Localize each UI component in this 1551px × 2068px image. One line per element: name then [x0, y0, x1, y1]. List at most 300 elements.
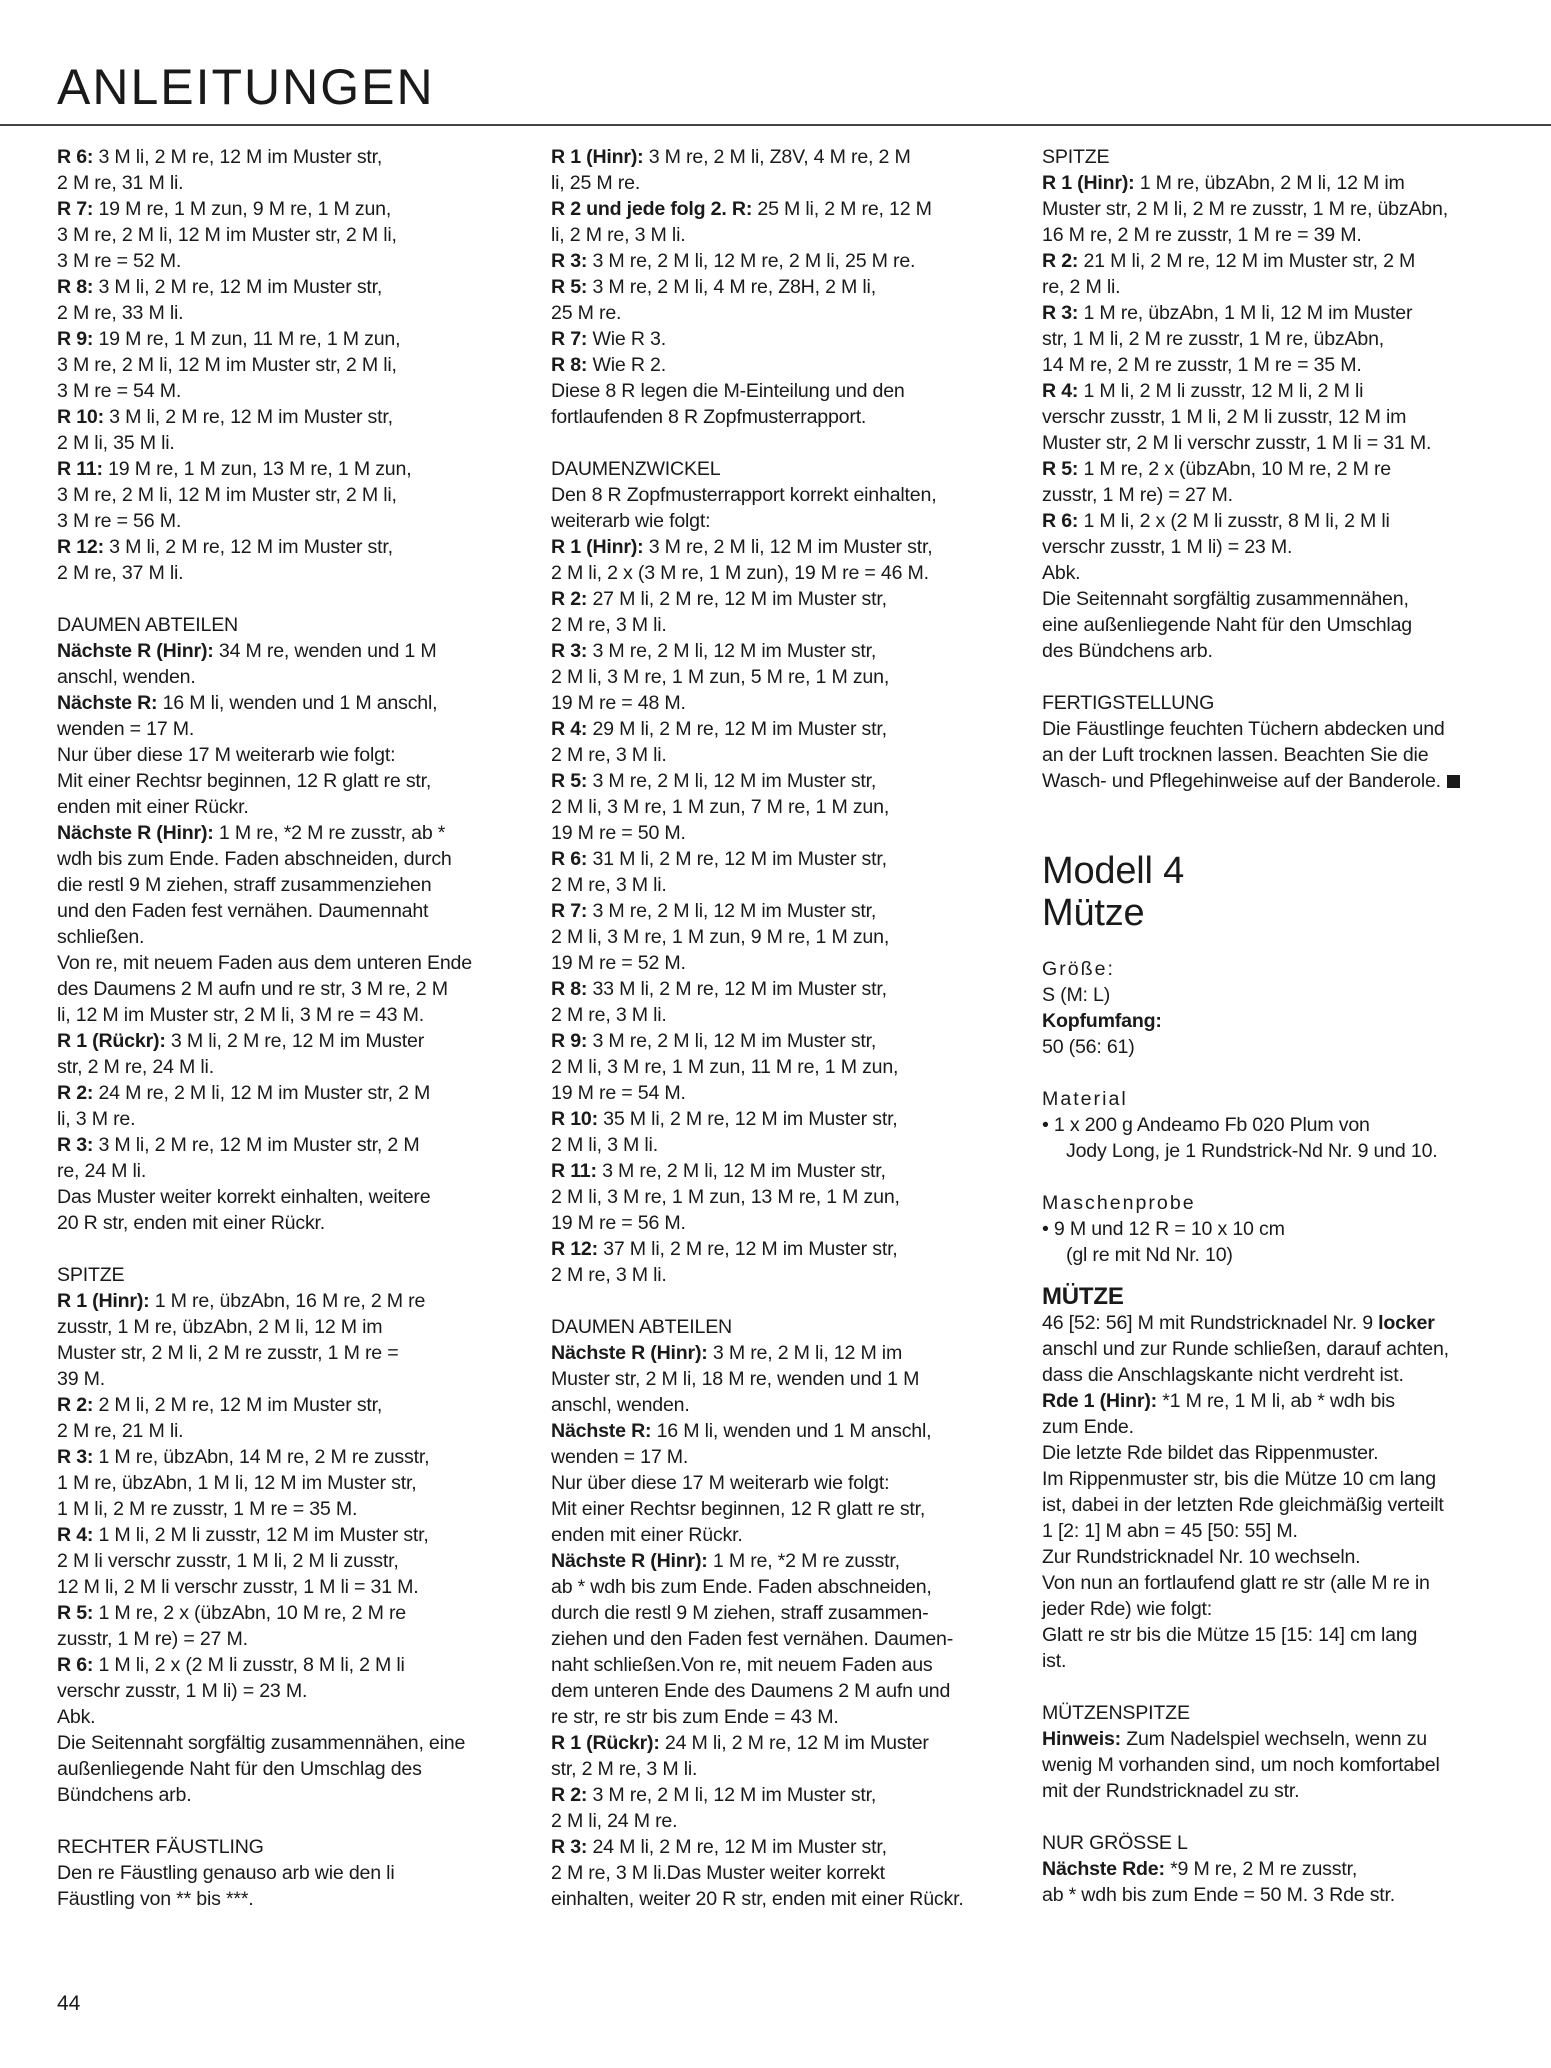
instruction-line	[57, 248, 502, 274]
row-text: verschr zusstr, 1 M li) = 23 M.	[1042, 536, 1293, 558]
instruction-line	[551, 1054, 1006, 1080]
instruction-line	[57, 1522, 502, 1548]
instruction-line	[1042, 534, 1502, 560]
instruction-line	[57, 508, 502, 534]
instruction-row	[1042, 378, 1502, 456]
row-text: 2 M li, 3 M re, 1 M zun, 9 M re, 1 M zun,	[551, 926, 890, 948]
instruction-row	[1042, 1440, 1502, 1674]
instruction-line	[551, 1704, 1006, 1730]
instruction-line	[57, 872, 502, 898]
row-text: str, 1 M li, 2 M re zusstr, 1 M re, übzAbn,	[1042, 328, 1385, 350]
instruction-line	[551, 1366, 1006, 1392]
instruction-line	[1042, 508, 1502, 534]
instruction-line	[551, 274, 1006, 300]
row-text: li, 2 M re, 3 M li.	[551, 224, 686, 246]
row-text: Muster str, 2 M li, 2 M re zusstr, 1 M re =	[57, 1342, 399, 1364]
instruction-line	[1042, 170, 1502, 196]
instruction-line	[1042, 1596, 1502, 1622]
instruction-block	[551, 482, 1006, 1288]
row-text: *9 M re, 2 M re zusstr,	[1164, 1858, 1358, 1880]
instruction-line	[551, 586, 1006, 612]
row-text: 1 M re, *2 M re zusstr,	[707, 1550, 900, 1572]
instruction-line	[551, 144, 1006, 170]
instruction-row	[551, 768, 1006, 846]
instruction-line	[551, 1496, 1006, 1522]
instruction-line	[1042, 1856, 1502, 1882]
row-text: 3 M re, 2 M li, Z8V, 4 M re, 2 M	[643, 146, 911, 168]
instruction-line	[57, 1288, 502, 1314]
instruction-line	[551, 872, 1006, 898]
row-label: R 2:	[57, 1082, 94, 1104]
row-text: jeder Rde) wie folgt:	[1042, 1598, 1213, 1620]
instruction-line	[1042, 352, 1502, 378]
row-text: Den 8 R Zopfmusterrapport korrekt einhalten,	[551, 484, 937, 506]
instruction-line	[1042, 1622, 1502, 1648]
instruction-line	[1042, 586, 1502, 612]
section-heading: DAUMEN ABTEILEN	[57, 614, 239, 636]
gauge-label: Maschenprobe	[1042, 1192, 1196, 1214]
row-text: dem unteren Ende des Daumens 2 M aufn und	[551, 1680, 951, 1702]
row-text: 2 M li, 3 M re, 1 M zun, 13 M re, 1 M zun,	[551, 1186, 900, 1208]
instruction-line	[1042, 248, 1502, 274]
row-text: 1 M re, übzAbn, 16 M re, 2 M re	[149, 1290, 426, 1312]
row-text: 2 M li, 3 M re, 1 M zun, 11 M re, 1 M zun,	[551, 1056, 899, 1078]
row-label: Nächste R (Hinr):	[57, 640, 214, 662]
row-text: die restl 9 M ziehen, straff zusammenziehen	[57, 874, 432, 896]
instruction-row	[551, 144, 1006, 196]
instruction-row	[551, 534, 1006, 586]
row-text: Von re, mit neuem Faden aus dem unteren Ende	[57, 952, 472, 974]
instruction-row	[551, 1470, 1006, 1548]
instruction-line	[57, 924, 502, 950]
text-line: Den re Fäustling genauso arb wie den li	[57, 1862, 395, 1884]
instruction-line	[551, 170, 1006, 196]
material-item-cont: Jody Long, je 1 Rundstrick-Nd Nr. 9 und 10.	[1066, 1140, 1438, 1162]
instruction-line	[551, 1028, 1006, 1054]
instruction-line	[57, 482, 502, 508]
row-label: R 1 (Rückr):	[57, 1030, 166, 1052]
instruction-row	[551, 846, 1006, 898]
instruction-line	[551, 768, 1006, 794]
instruction-line	[551, 560, 1006, 586]
row-text: 2 M li, 24 M re.	[551, 1810, 678, 1832]
row-text: 19 M re = 54 M.	[551, 1082, 686, 1104]
instruction-line	[57, 1028, 502, 1054]
row-text: 3 M li, 2 M re, 12 M im Muster str, 2 M	[93, 1134, 420, 1156]
instruction-row	[551, 638, 1006, 716]
size-value: S (M: L)	[1042, 984, 1111, 1006]
instruction-line	[57, 1106, 502, 1132]
instruction-line	[1042, 222, 1502, 248]
row-label: R 11:	[57, 458, 103, 480]
instruction-line	[551, 222, 1006, 248]
instruction-line	[551, 352, 1006, 378]
page-number: 44	[57, 1992, 81, 2015]
instruction-line	[551, 1652, 1006, 1678]
row-text: 2 M li, 3 M li.	[551, 1134, 658, 1156]
instruction-line	[551, 1236, 1006, 1262]
row-text: verschr zusstr, 1 M li) = 23 M.	[57, 1680, 308, 1702]
row-label: Nächste R (Hinr):	[551, 1550, 708, 1572]
row-text: 3 M re, 2 M li, 12 M im Muster str,	[587, 1030, 877, 1052]
instruction-row	[57, 690, 502, 742]
row-text: li, 12 M im Muster str, 2 M li, 3 M re = 43 M.	[57, 1004, 424, 1026]
instruction-row	[551, 378, 1006, 430]
row-text: 1 M re, übzAbn, 14 M re, 2 M re zusstr,	[93, 1446, 430, 1468]
row-text: Muster str, 2 M li, 18 M re, wenden und 1 M	[551, 1368, 920, 1390]
instruction-line	[1042, 1466, 1502, 1492]
model-number: Modell 4	[1042, 850, 1185, 892]
instruction-line	[1042, 378, 1502, 404]
row-label: R 3:	[551, 640, 588, 662]
material-label: Material	[1042, 1088, 1128, 1110]
instruction-line	[1042, 326, 1502, 352]
row-text: schließen.	[57, 926, 145, 948]
row-text: 3 M re = 52 M.	[57, 250, 182, 272]
instruction-row	[57, 1392, 502, 1444]
row-label: R 1 (Hinr):	[551, 536, 644, 558]
size-label: Größe:	[1042, 958, 1115, 980]
row-text: eine außenliegende Naht für den Umschlag	[1042, 614, 1412, 636]
row-text: 2 M li, 2 M re, 12 M im Muster str,	[93, 1394, 383, 1416]
row-text: 12 M li, 2 M li verschr zusstr, 1 M li = 31 M.	[57, 1576, 419, 1598]
instruction-block	[551, 144, 1006, 430]
row-text: ziehen und den Faden fest vernähen. Daumen-	[551, 1628, 954, 1650]
row-text: 46 [52: 56] M mit Rundstricknadel Nr. 9	[1042, 1312, 1379, 1334]
row-text: 29 M li, 2 M re, 12 M im Muster str,	[587, 718, 887, 740]
row-text: naht schließen.Von re, mit neuem Faden aus	[551, 1654, 933, 1676]
instruction-line	[57, 1340, 502, 1366]
row-text: 2 M li verschr zusstr, 1 M li, 2 M li zusstr,	[57, 1550, 399, 1572]
row-label: R 1 (Hinr):	[57, 1290, 150, 1312]
section-heading: DAUMENZWICKEL	[551, 458, 721, 480]
column-3	[1042, 144, 1502, 1908]
row-text: Glatt re str bis die Mütze 15 [15: 14] cm lang	[1042, 1624, 1418, 1646]
row-text: 2 M re, 3 M li.	[551, 874, 667, 896]
instruction-line	[57, 1132, 502, 1158]
row-text: 1 M re, 2 x (übzAbn, 10 M re, 2 M re	[1078, 458, 1391, 480]
instruction-line	[551, 1678, 1006, 1704]
row-label: R 2:	[57, 1394, 94, 1416]
row-text: zusstr, 1 M re) = 27 M.	[57, 1628, 248, 1650]
row-text: str, 2 M re, 3 M li.	[551, 1758, 698, 1780]
row-text: 2 M li, 3 M re, 1 M zun, 7 M re, 1 M zun,	[551, 796, 890, 818]
row-text: 2 M li, 3 M re, 1 M zun, 5 M re, 1 M zun,	[551, 666, 890, 688]
row-text: enden mit einer Rückr.	[551, 1524, 743, 1546]
size-block	[1042, 956, 1502, 1060]
instruction-line	[57, 898, 502, 924]
instruction-line	[57, 196, 502, 222]
row-text: li, 25 M re.	[551, 172, 641, 194]
row-text: 24 M re, 2 M li, 12 M im Muster str, 2 M	[93, 1082, 431, 1104]
instruction-row	[57, 1522, 502, 1600]
row-label: R 2 und jede folg 2. R:	[551, 198, 753, 220]
row-text: 3 M re, 2 M li, 12 M im Muster str,	[596, 1160, 886, 1182]
instruction-line	[1042, 274, 1502, 300]
instruction-row	[1042, 1310, 1502, 1388]
row-text: ist.	[1042, 1650, 1067, 1672]
instruction-line	[1042, 456, 1502, 482]
instruction-line	[57, 690, 502, 716]
row-text: wenig M vorhanden sind, um noch komfortabel	[1042, 1754, 1440, 1776]
instruction-line	[57, 1626, 502, 1652]
row-emphasis: locker	[1378, 1312, 1435, 1334]
row-text: 1 M li, 2 M li zusstr, 12 M im Muster str,	[93, 1524, 429, 1546]
instruction-row	[551, 482, 1006, 534]
row-label: Nächste R:	[57, 692, 158, 714]
row-label: R 9:	[57, 328, 94, 350]
instruction-line	[1042, 1882, 1502, 1908]
row-text: 3 M li, 2 M re, 12 M im Muster str,	[103, 406, 393, 428]
row-text: Muster str, 2 M li, 2 M re zusstr, 1 M re, übzAbn,	[1042, 198, 1448, 220]
row-text: 3 M re, 2 M li, 12 M im Muster str, 2 M li,	[57, 224, 397, 246]
instruction-row	[551, 1418, 1006, 1470]
instruction-line	[1042, 300, 1502, 326]
row-label: R 5:	[551, 276, 588, 298]
instruction-line	[57, 1652, 502, 1678]
row-text: 3 M re, 2 M li, 12 M im Muster str,	[587, 770, 877, 792]
row-text: 25 M re.	[551, 302, 622, 324]
row-text: des Daumens 2 M aufn und re str, 3 M re, 2 M	[57, 978, 448, 1000]
instruction-line	[57, 1444, 502, 1470]
instruction-line	[551, 378, 1006, 404]
row-label: R 3:	[57, 1134, 94, 1156]
instruction-row	[57, 534, 502, 586]
row-text: 1 M re, übzAbn, 1 M li, 12 M im Muster	[1078, 302, 1413, 324]
row-text: des Bündchens arb.	[1042, 640, 1213, 662]
instruction-row	[1042, 1856, 1502, 1908]
row-text: 16 M li, wenden und 1 M anschl,	[651, 1420, 932, 1442]
instruction-row	[551, 326, 1006, 352]
instruction-line	[57, 768, 502, 794]
gauge-item: • 9 M und 12 R = 10 x 10 cm	[1042, 1218, 1285, 1240]
instruction-line	[551, 326, 1006, 352]
row-text: 3 M re = 56 M.	[57, 510, 182, 532]
instruction-row	[551, 196, 1006, 248]
instruction-line	[551, 482, 1006, 508]
row-label: R 9:	[551, 1030, 588, 1052]
row-label: Nächste R:	[551, 1420, 652, 1442]
instruction-row	[57, 638, 502, 690]
header-divider	[0, 124, 1551, 126]
row-text: 3 M re = 54 M.	[57, 380, 182, 402]
row-label: Hinweis:	[1042, 1728, 1121, 1750]
instruction-line	[1042, 560, 1502, 586]
instruction-line	[57, 1184, 502, 1210]
row-text: 16 M re, 2 M re zusstr, 1 M re = 39 M.	[1042, 224, 1362, 246]
instruction-line	[551, 1184, 1006, 1210]
row-text: 24 M li, 2 M re, 12 M im Muster	[659, 1732, 929, 1754]
instruction-line	[1042, 1726, 1502, 1752]
instruction-line	[551, 1574, 1006, 1600]
row-text: 19 M re = 50 M.	[551, 822, 686, 844]
row-label: R 8:	[551, 978, 588, 1000]
instruction-line	[57, 560, 502, 586]
instruction-line	[1042, 1310, 1502, 1336]
row-text: 21 M li, 2 M re, 12 M im Muster str, 2 M	[1078, 250, 1416, 272]
instruction-line	[57, 1730, 502, 1756]
row-label: Nächste R (Hinr):	[57, 822, 214, 844]
row-text: 2 M re, 31 M li.	[57, 172, 184, 194]
instruction-line	[551, 1470, 1006, 1496]
instruction-line	[57, 742, 502, 768]
row-text: Die Seitennaht sorgfältig zusammennähen, eine	[57, 1732, 466, 1754]
instruction-line	[551, 1548, 1006, 1574]
instruction-line	[57, 1600, 502, 1626]
instruction-line	[551, 1626, 1006, 1652]
instruction-line	[57, 1756, 502, 1782]
row-text: 34 M re, wenden und 1 M	[213, 640, 437, 662]
instruction-line	[551, 1210, 1006, 1236]
instruction-line	[57, 1548, 502, 1574]
gauge-item-cont: (gl re mit Nd Nr. 10)	[1066, 1244, 1233, 1266]
row-text: Die Seitennaht sorgfältig zusammennähen,	[1042, 588, 1409, 610]
instruction-line	[57, 976, 502, 1002]
instruction-line	[551, 1158, 1006, 1184]
row-text: Mit einer Rechtsr beginnen, 12 R glatt re str,	[57, 770, 432, 792]
row-text: Im Rippenmuster str, bis die Mütze 10 cm lang	[1042, 1468, 1436, 1490]
section-heading-muetze: MÜTZE	[1042, 1283, 1124, 1310]
instruction-line	[551, 664, 1006, 690]
row-label: R 5:	[551, 770, 588, 792]
instruction-line	[551, 1080, 1006, 1106]
instruction-row	[1042, 1388, 1502, 1440]
instruction-line	[551, 612, 1006, 638]
row-text: 2 M re, 3 M li.	[551, 614, 667, 636]
row-text: 14 M re, 2 M re zusstr, 1 M re = 35 M.	[1042, 354, 1362, 376]
row-label: R 12:	[57, 536, 104, 558]
section-heading: NUR GRÖSSE L	[1042, 1832, 1188, 1854]
row-text: 2 M re, 3 M li.	[551, 1004, 667, 1026]
instruction-line	[1042, 612, 1502, 638]
row-text: re, 24 M li.	[57, 1160, 147, 1182]
row-label: R 7:	[57, 198, 94, 220]
row-text: einhalten, weiter 20 R str, enden mit einer Rückr.	[551, 1888, 964, 1910]
instruction-block	[1042, 1310, 1502, 1674]
instruction-line	[57, 820, 502, 846]
instruction-line	[57, 1678, 502, 1704]
instruction-row	[57, 1288, 502, 1392]
instruction-line	[1042, 1648, 1502, 1674]
row-text: 3 M re, 2 M li, 12 M im Muster str,	[643, 536, 933, 558]
instruction-line	[57, 950, 502, 976]
instruction-row	[551, 248, 1006, 274]
instruction-line	[551, 1106, 1006, 1132]
instruction-row	[57, 1080, 502, 1132]
instruction-line	[57, 1080, 502, 1106]
row-text: re str, re str bis zum Ende = 43 M.	[551, 1706, 839, 1728]
instruction-line	[1042, 1778, 1502, 1804]
row-text: 3 M re, 2 M li, 12 M im Muster str, 2 M li,	[57, 484, 397, 506]
row-text: Nur über diese 17 M weiterarb wie folgt:	[551, 1472, 890, 1494]
instruction-line	[57, 1418, 502, 1444]
row-label: R 6:	[57, 1654, 94, 1676]
instruction-line	[57, 716, 502, 742]
instruction-row	[57, 1704, 502, 1808]
instruction-line	[1042, 638, 1502, 664]
instruction-line	[551, 1392, 1006, 1418]
instruction-line	[1042, 1518, 1502, 1544]
row-label: Nächste Rde:	[1042, 1858, 1165, 1880]
instruction-line	[1042, 404, 1502, 430]
row-text: 1 M re, *2 M re zusstr, ab *	[213, 822, 446, 844]
row-text: 1 M li, 2 M li zusstr, 12 M li, 2 M li	[1078, 380, 1364, 402]
instruction-row	[57, 1600, 502, 1652]
instruction-line: dass die Anschlagskante nicht verdreht ist.	[1042, 1364, 1404, 1386]
instruction-row	[57, 1184, 502, 1236]
row-text: fortlaufenden 8 R Zopfmusterrapport.	[551, 406, 867, 428]
row-text: 2 M re, 37 M li.	[57, 562, 184, 584]
instruction-line	[57, 274, 502, 300]
row-text: 35 M li, 2 M re, 12 M im Muster str,	[597, 1108, 898, 1130]
instruction-row	[57, 274, 502, 326]
instruction-row	[551, 1236, 1006, 1288]
row-text: Von nun an fortlaufend glatt re str (alle M re in	[1042, 1572, 1430, 1594]
instruction-line	[551, 1730, 1006, 1756]
row-text: 1 M re, übzAbn, 1 M li, 12 M im Muster str,	[57, 1472, 417, 1494]
row-label: R 4:	[551, 718, 588, 740]
row-label: R 6:	[551, 848, 588, 870]
row-text: re, 2 M li.	[1042, 276, 1121, 298]
instruction-row	[1042, 248, 1502, 300]
row-text: 2 M li, 35 M li.	[57, 432, 175, 454]
row-text: Wie R 2.	[587, 354, 666, 376]
instruction-line	[1042, 1414, 1502, 1440]
instruction-line	[551, 1522, 1006, 1548]
instruction-line	[57, 1002, 502, 1028]
instruction-line	[551, 248, 1006, 274]
row-label: R 2:	[551, 1784, 588, 1806]
instruction-line	[551, 976, 1006, 1002]
row-text: 19 M re = 48 M.	[551, 692, 686, 714]
row-text: 2 M re, 3 M li.	[551, 744, 667, 766]
section-heading: DAUMEN ABTEILEN	[551, 1316, 733, 1338]
row-label: R 5:	[1042, 458, 1079, 480]
instruction-line	[551, 716, 1006, 742]
instruction-line	[57, 1314, 502, 1340]
row-label: Rde 1 (Hinr):	[1042, 1390, 1157, 1412]
instruction-line	[57, 378, 502, 404]
row-text: ist, dabei in der letzten Rde gleichmäßig verteilt	[1042, 1494, 1444, 1516]
instruction-line	[551, 196, 1006, 222]
row-text: außenliegende Naht für den Umschlag des	[57, 1758, 422, 1780]
instruction-row	[551, 1782, 1006, 1834]
instruction-line	[57, 300, 502, 326]
instruction-line: anschl und zur Runde schließen, darauf achten,	[1042, 1338, 1449, 1360]
instruction-row	[57, 456, 502, 534]
row-label: R 2:	[551, 588, 588, 610]
row-text: 1 [2: 1] M abn = 45 [50: 55] M.	[1042, 1520, 1298, 1542]
row-text: 1 M re, 2 x (übzAbn, 10 M re, 2 M re	[93, 1602, 406, 1624]
row-text: *1 M re, 1 M li, ab * wdh bis	[1156, 1390, 1395, 1412]
instruction-line	[57, 1782, 502, 1808]
instruction-line	[1042, 1544, 1502, 1570]
model-name: Mütze	[1042, 892, 1145, 934]
instruction-line	[551, 508, 1006, 534]
instruction-line	[57, 352, 502, 378]
row-text: wdh bis zum Ende. Faden abschneiden, durch	[57, 848, 452, 870]
instruction-row	[57, 326, 502, 404]
instruction-row	[551, 1106, 1006, 1158]
row-text: Zur Rundstricknadel Nr. 10 wechseln.	[1042, 1546, 1361, 1568]
instruction-line	[551, 898, 1006, 924]
instruction-block	[1042, 170, 1502, 664]
instruction-row	[551, 274, 1006, 326]
row-text: weiterarb wie folgt:	[551, 510, 711, 532]
row-text: 3 M re, 2 M li, 12 M im	[707, 1342, 903, 1364]
instruction-row	[57, 144, 502, 196]
row-text: 19 M re = 56 M.	[551, 1212, 686, 1234]
